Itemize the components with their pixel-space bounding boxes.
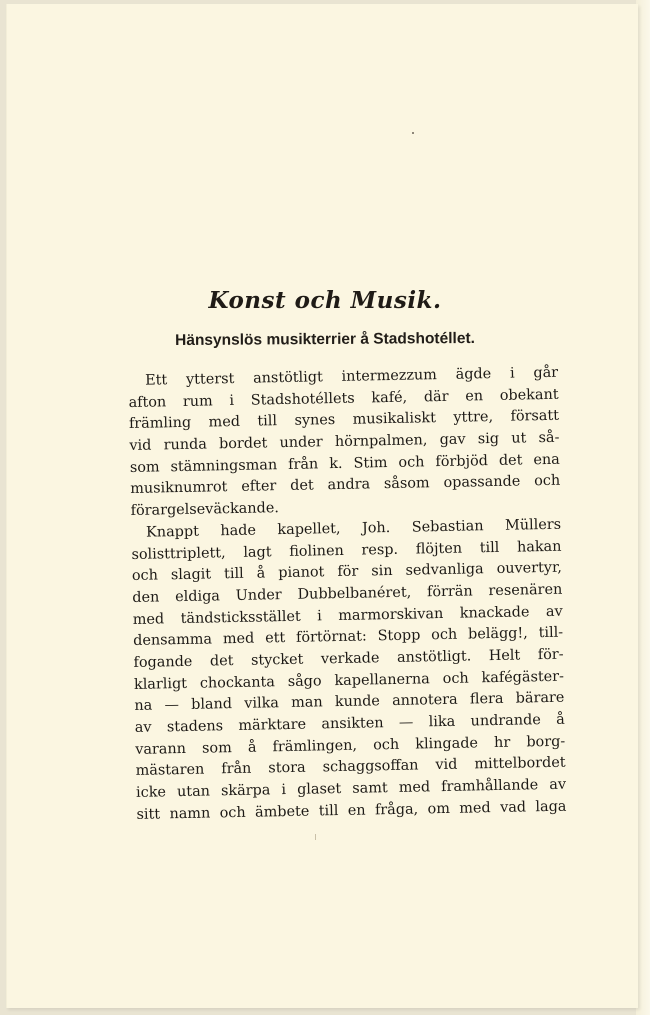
article-title: Konst och Musik.: [208, 287, 442, 314]
body-line: na — bland vilka man kunde annotera flera bärare: [134, 689, 565, 715]
body-line: icke utan skärpa i glaset samt med framhållande av: [135, 776, 567, 801]
paper-speck: [412, 132, 414, 134]
body-line: förargelseväckande.: [130, 500, 280, 520]
page-edge: [636, 0, 650, 1015]
body-line: densamma med ett förtörnat: Stopp och belägg!, till-: [133, 624, 564, 650]
body-line: varann som å främlingen, och klingade hr borg-: [135, 733, 566, 758]
body-line: vid runda bordet under hörnpalmen, gav sig ut så-: [129, 429, 560, 455]
body-line: musiknumrot efter det andra såsom opassande och: [130, 473, 561, 498]
body-line: Knappt hade kapellet, Joh. Sebastian Müllers: [145, 516, 562, 541]
body-line: och slagit till å pianot för sin sedvanliga ouvertyr,: [131, 559, 563, 585]
body-line: solisttriplett, lagt fiolinen resp. flöjten till hakan: [131, 538, 562, 563]
body-line: mästaren från stora schaggsoffan vid mittelbordet: [135, 755, 566, 780]
body-line: som stämningsman från k. Stim och förbjöd det ena: [129, 451, 560, 476]
article-body: [128, 363, 567, 827]
body-line: den eldiga Under Dubbelbanéret, förrän resenären: [132, 581, 563, 606]
body-line: Ett ytterst anstötligt intermezzum ägde i går: [145, 364, 559, 389]
body-line: fogande det stycket verkade anstötligt. Helt för-: [133, 646, 564, 671]
body-line: främling med till synes musikaliskt yttre, försatt: [128, 408, 560, 433]
article-subtitle: Hänsynslös musikterrier å Stadshotéllet.: [175, 329, 475, 350]
body-line: klarligt chockanta sågo kapellanerna och kafégäster-: [133, 668, 565, 693]
body-line: afton rum i Stadshotéllets kafé, där en obekant: [128, 386, 559, 411]
body-line: av stadens märktare ansikten — lika undrande å: [134, 711, 565, 736]
body-line: med tändsticksstället i marmorskivan knackade av: [132, 603, 563, 628]
paper-speck: [315, 834, 316, 840]
body-line: sitt namn och ämbete till en fråga, om med vad laga: [136, 798, 567, 823]
